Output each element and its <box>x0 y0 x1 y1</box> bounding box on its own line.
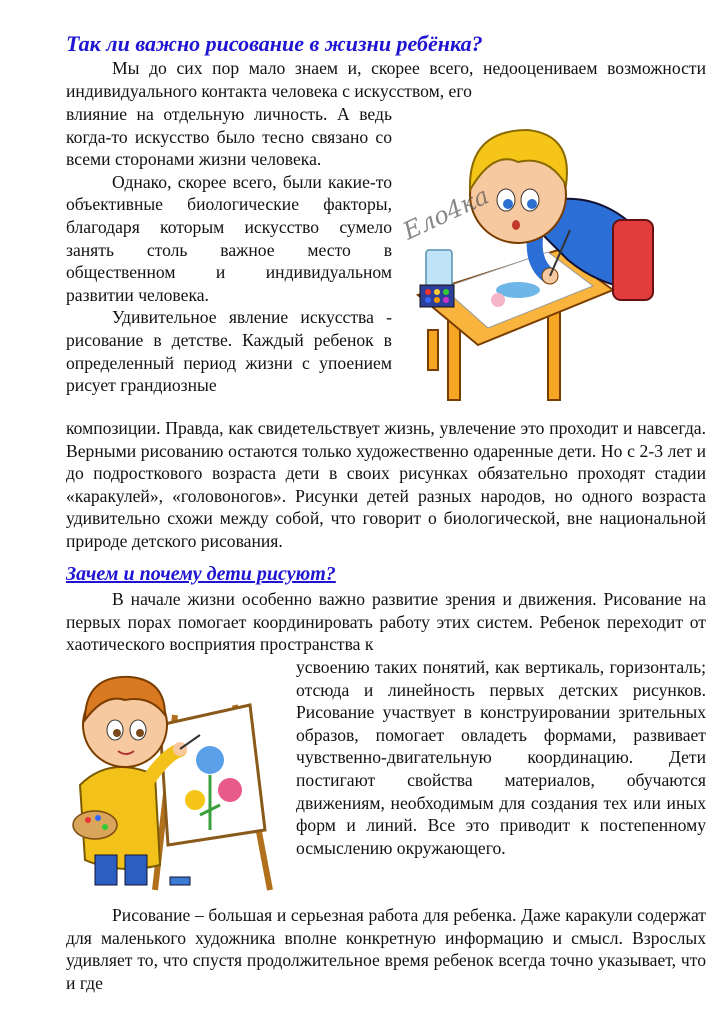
section2-intro-full <box>66 588 706 656</box>
heading-why-children-draw: Зачем и почему дети рисуют? <box>66 563 336 585</box>
section2-side-column <box>296 656 706 859</box>
section1-intro-full <box>66 57 706 102</box>
section1-p1-full: Мы до сих пор мало знаем и, скорее всего, недооцениваем возможности индивидуального контакта человека с искусством, его <box>66 58 706 101</box>
section1-p3-full: композиции. Правда, как свидетельствует жизнь, увлечение это проходит и навсегда. Верными рисованию остаются только художественно одаренные дети. Но с 2-3 лет и до подросткового возраста дети в своих рисунках обязательно проходят стадии «каракулей», «головоногов». Рисунки детей разных народов, но одного возраста удивительно схожи между собой, что говорит о биологической, вне национальной природе детского рисования. <box>66 418 706 551</box>
section2-p2-block <box>66 904 706 994</box>
section2-p1-side: усвоению таких понятий, как вертикаль, горизонталь; отсюда и линейность первых детских рисунков. Рисование участвует в конструировании зрительных образов, помогает овладеть формами, развивает чувственно-двигательную координацию. Дети постигают свойства материалов, обучаются движениям, необходимым для создания тех или иных форм и линий. Все это приводит к постепенному осмыслению окружающего. <box>296 657 706 858</box>
section2-p1-full: В начале жизни особенно важно развитие зрения и движения. Рисование на первых порах помогает координировать работу этих систем. Ребенок переходит от хаотического восприятия пространства к <box>66 589 706 655</box>
section1-p1-side: влияние на отдельную личность. А ведь когда-то искусство было тесно связано со всеми сторонами жизни человека. <box>66 104 392 170</box>
svg-text:Ело4ка: Ело4ка <box>398 181 494 246</box>
section1-p3-side: Удивительное явление искусства - рисование в детстве. Каждый ребенок в определенный период жизни с упоением рисует грандиозные <box>66 307 392 396</box>
heading-importance-of-drawing: Так ли важно рисование в жизни ребёнка? <box>66 31 483 56</box>
child-drawing-illustration <box>398 100 678 410</box>
section1-side-column <box>66 103 392 397</box>
boy-painting-illustration <box>60 655 290 895</box>
section1-continuation <box>66 417 706 553</box>
section1-p2-side: Однако, скорее всего, были какие-то объективные биологические факторы, благодаря которым искусство сумело занять столь важное место в общественном и индивидуальном развитии человека. <box>66 171 392 305</box>
section2-p2-full: Рисование – большая и серьезная работа для ребенка. Даже каракули содержат для маленького художника вполне конкретную информацию и смысл. Взрослых удивляет то, что спустя продолжительное время ребенок всегда точно указывает, что и где <box>66 905 706 993</box>
